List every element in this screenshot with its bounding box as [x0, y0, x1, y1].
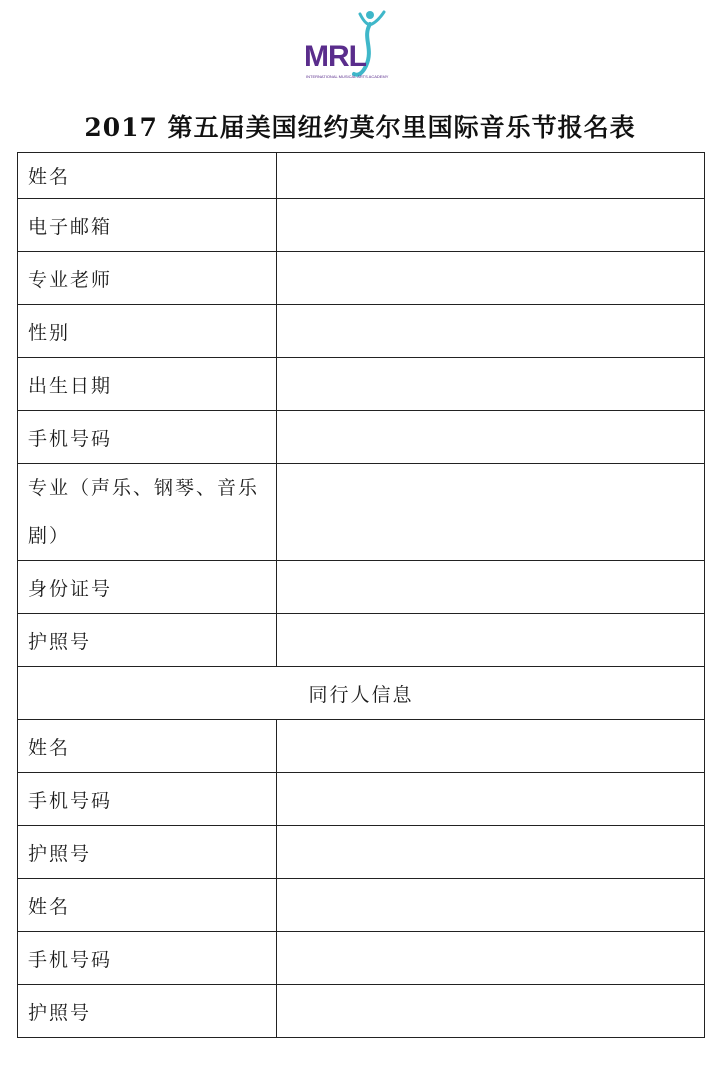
- row-value-field[interactable]: [277, 358, 705, 411]
- table-row: [18, 464, 705, 561]
- row-label: 护照号: [18, 826, 277, 879]
- table-row: [18, 199, 705, 252]
- svg-text:INTERNATIONAL MUSICAL ARTS ACA: INTERNATIONAL MUSICAL ARTS ACADEMY: [306, 74, 389, 79]
- row-value-field[interactable]: [277, 720, 705, 773]
- table-row: [18, 667, 705, 720]
- row-label: 护照号: [18, 614, 277, 667]
- row-value-field[interactable]: [277, 561, 705, 614]
- row-value-field[interactable]: [277, 464, 705, 561]
- row-value-field[interactable]: [277, 305, 705, 358]
- row-value-field[interactable]: [277, 879, 705, 932]
- row-label: 出生日期: [18, 358, 277, 411]
- row-label: 手机号码: [18, 411, 277, 464]
- table-row: [18, 411, 705, 464]
- row-value-field[interactable]: [277, 985, 705, 1038]
- table-row: [18, 985, 705, 1038]
- row-label: 身份证号: [18, 561, 277, 614]
- table-row: [18, 826, 705, 879]
- row-value-field[interactable]: [277, 153, 705, 199]
- row-value-field[interactable]: [277, 199, 705, 252]
- table-row: [18, 879, 705, 932]
- row-label: 姓名: [18, 720, 277, 773]
- row-value-field[interactable]: [277, 411, 705, 464]
- table-row: [18, 773, 705, 826]
- row-label: 护照号: [18, 985, 277, 1038]
- row-value-field[interactable]: [277, 614, 705, 667]
- row-value-field[interactable]: [277, 252, 705, 305]
- table-row: [18, 932, 705, 985]
- row-label: 电子邮箱: [18, 199, 277, 252]
- row-label: 手机号码: [18, 773, 277, 826]
- row-value-field[interactable]: [277, 826, 705, 879]
- form-title: 2017 第五届美国纽约莫尔里国际音乐节报名表: [84, 113, 636, 142]
- row-label: 姓名: [18, 879, 277, 932]
- row-label: 性别: [18, 305, 277, 358]
- table-row: [18, 614, 705, 667]
- companion-section-header: 同行人信息: [18, 667, 705, 720]
- table-row: [18, 153, 705, 199]
- row-value-field[interactable]: [277, 932, 705, 985]
- row-value-field[interactable]: [277, 773, 705, 826]
- svg-text:MRL: MRL: [304, 40, 366, 73]
- table-row: [18, 561, 705, 614]
- table-row: [18, 358, 705, 411]
- table-row: [18, 305, 705, 358]
- mrls-logo: [300, 8, 390, 84]
- row-label: 姓名: [18, 153, 277, 199]
- row-label: 专业老师: [18, 252, 277, 305]
- row-label: 手机号码: [18, 932, 277, 985]
- registration-table: [17, 152, 705, 1038]
- table-row: [18, 720, 705, 773]
- table-row: [18, 252, 705, 305]
- row-label: 专业（声乐、钢琴、音乐剧）: [18, 464, 277, 561]
